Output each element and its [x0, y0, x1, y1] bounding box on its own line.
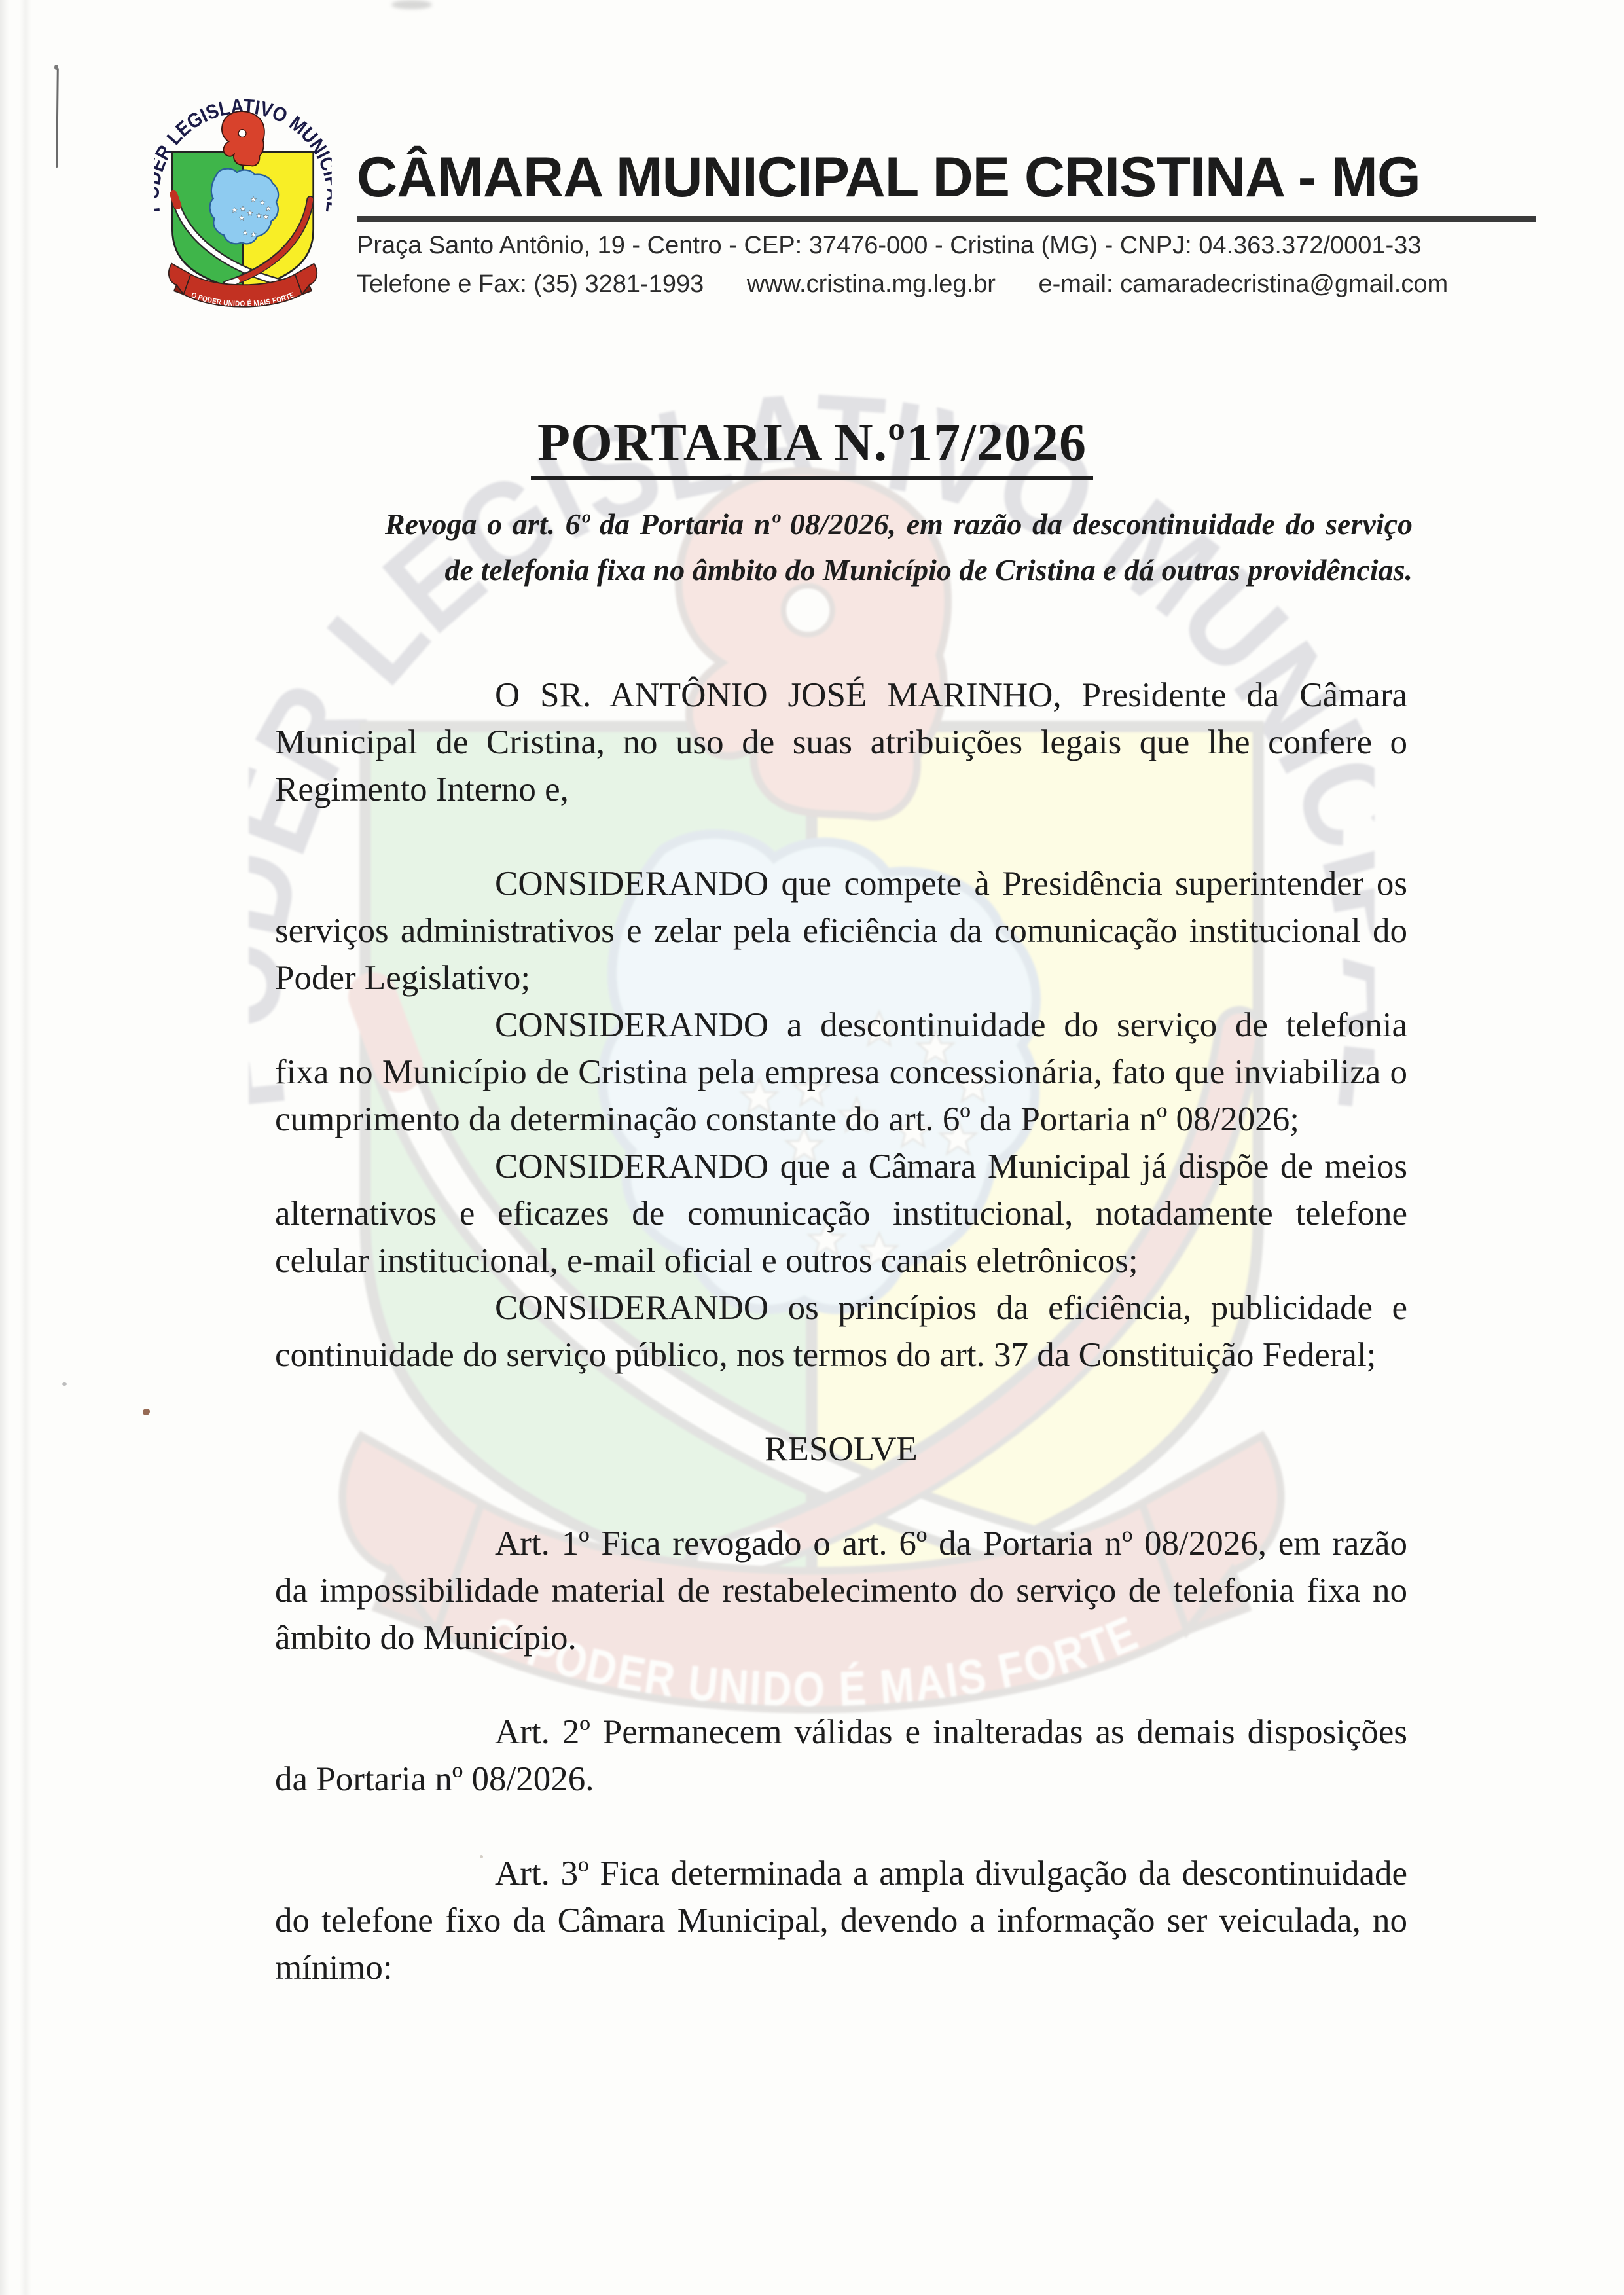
- scan-top-smudge: [391, 0, 432, 9]
- scan-staple-dot: [54, 65, 58, 70]
- org-address: Praça Santo Antônio, 19 - Centro - CEP: 37476-000 - Cristina (MG) - CNPJ: 04.363.372/0001-33: [357, 232, 1422, 259]
- document-body: [275, 672, 1407, 1991]
- scan-edge-shadow: [0, 0, 9, 2295]
- letterhead: [357, 146, 1538, 298]
- org-name: CÂMARA MUNICIPAL DE CRISTINA - MG: [357, 146, 1420, 209]
- document-title-row: [0, 412, 1624, 480]
- org-phone: Telefone e Fax: (35) 3281-1993: [357, 270, 704, 298]
- scan-speck: [143, 1409, 150, 1415]
- org-email: e-mail: camaradecristina@gmail.com: [1038, 270, 1449, 298]
- org-website: www.cristina.mg.leg.br: [746, 270, 996, 298]
- considerando-paragraph: CONSIDERANDO que compete à Presidência superintender os serviços administrativos e zelar pela eficiência da comunicação institucional do Poder Legislativo;: [275, 865, 1407, 997]
- scan-edge-streak: [20, 0, 31, 2295]
- considerando-paragraph: CONSIDERANDO a descontinuidade do serviço de telefonia fixa no Município de Cristina pela empresa concessionária, fato que inviabiliza o cumprimento da determinação constante do art. 6º da Portaria nº 08/2026;: [275, 1006, 1407, 1138]
- article-paragraph: Art. 2º Permanecem válidas e inalteradas as demais disposições da Portaria nº 08/2026.: [275, 1713, 1407, 1798]
- header-rule: [357, 216, 1536, 222]
- resolve-label: RESOLVE: [765, 1430, 918, 1468]
- considerando-paragraph: CONSIDERANDO que a Câmara Municipal já dispõe de meios alternativos e eficazes de comunicação institucional, notadamente telefone celular institucional, e-mail oficial e outros canais eletrônicos;: [275, 1148, 1407, 1280]
- article-paragraph: Art. 1º Fica revogado o art. 6º da Portaria nº 08/2026, em razão da impossibilidade material de restabelecimento do serviço de telefonia fixa no âmbito do Município.: [275, 1525, 1407, 1657]
- intro-paragraph: O SR. ANTÔNIO JOSÉ MARINHO, Presidente da Câmara Municipal de Cristina, no uso de suas atribuições legais que lhe confere o Regimento Interno e,: [275, 676, 1407, 808]
- scan-speck-small: [62, 1382, 67, 1386]
- document-title: PORTARIA N.º17/2026: [531, 416, 1093, 480]
- org-contact-line: [357, 270, 1538, 298]
- considerando-paragraph: CONSIDERANDO os princípios da eficiência, publicidade e continuidade do serviço público, nos termos do art. 37 da Constituição Federal;: [275, 1289, 1407, 1374]
- scan-staple-mark: [56, 68, 59, 168]
- municipal-crest-logo: [154, 87, 332, 324]
- document-summary: Revoga o art. 6º da Portaria nº 08/2026, em razão da descontinuidade do serviço de telefonia fixa no âmbito do Município de Cristina e dá outras providências.: [385, 507, 1413, 587]
- article-paragraph: Art. 3º Fica determinada a ampla divulgação da descontinuidade do telefone fixo da Câmara Municipal, devendo a informação ser veiculada, no mínimo:: [275, 1854, 1407, 1987]
